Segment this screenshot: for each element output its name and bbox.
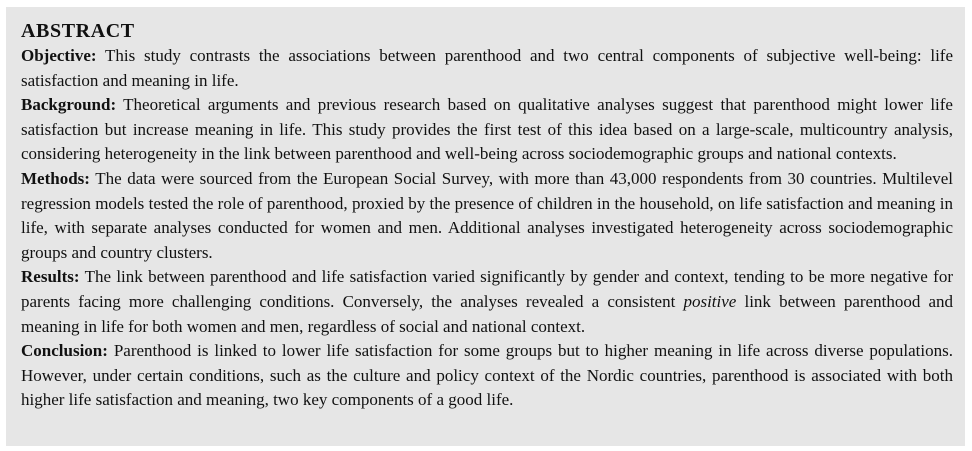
conclusion-text: Parenthood is linked to lower life satisfaction for some groups but to higher meaning in life across diverse populations. However, under certain conditions, such as the culture and policy context of the Nordic countries, parenthood is associated with both higher life satisfaction and meaning, two key components of a good life. — [21, 341, 953, 410]
objective-section — [21, 44, 953, 93]
objective-text: This study contrasts the associations between parenthood and two central components of subjective well-being: life satisfaction and meaning in life. — [21, 46, 954, 90]
results-text-after: link between parenthood and meaning in life for both women and men, regardless of social and national context. — [21, 291, 954, 336]
results-section — [21, 265, 953, 339]
conclusion-label: Conclusion: — [21, 341, 108, 361]
conclusion-section — [21, 339, 953, 413]
methods-section — [21, 167, 953, 265]
abstract-heading: ABSTRACT — [21, 20, 135, 42]
results-label: Results: — [21, 267, 80, 287]
abstract-box — [6, 7, 965, 446]
background-text: Theoretical arguments and previous research based on qualitative analyses suggest that parenthood might lower life satisfaction but increase meaning in life. This study provides the first test of this idea based on a large-scale, multicountry analysis, considering heterogeneity in the link between parenthood and well-being across sociodemographic groups and national contexts. — [21, 95, 953, 164]
background-label: Background: — [21, 95, 117, 115]
background-section — [21, 93, 953, 167]
results-emphasis: positive — [683, 291, 737, 311]
methods-label: Methods: — [21, 168, 90, 188]
objective-label: Objective: — [21, 46, 97, 65]
methods-text: The data were sourced from the European Social Survey, with more than 43,000 respondents from 30 countries. Multilevel regression models tested the role of parenthood, proxied by the presence of children in the household, on life satisfaction and meaning in life, with separate analyses conducted for women and men. Additional analyses investigated heterogeneity across sociodemographic groups and country clusters. — [21, 168, 953, 262]
results-text-before: The link between parenthood and life satisfaction varied significantly by gender and context, tending to be more negative for parents facing more challenging conditions. Conversely, the analyses revealed a consistent — [21, 267, 953, 311]
